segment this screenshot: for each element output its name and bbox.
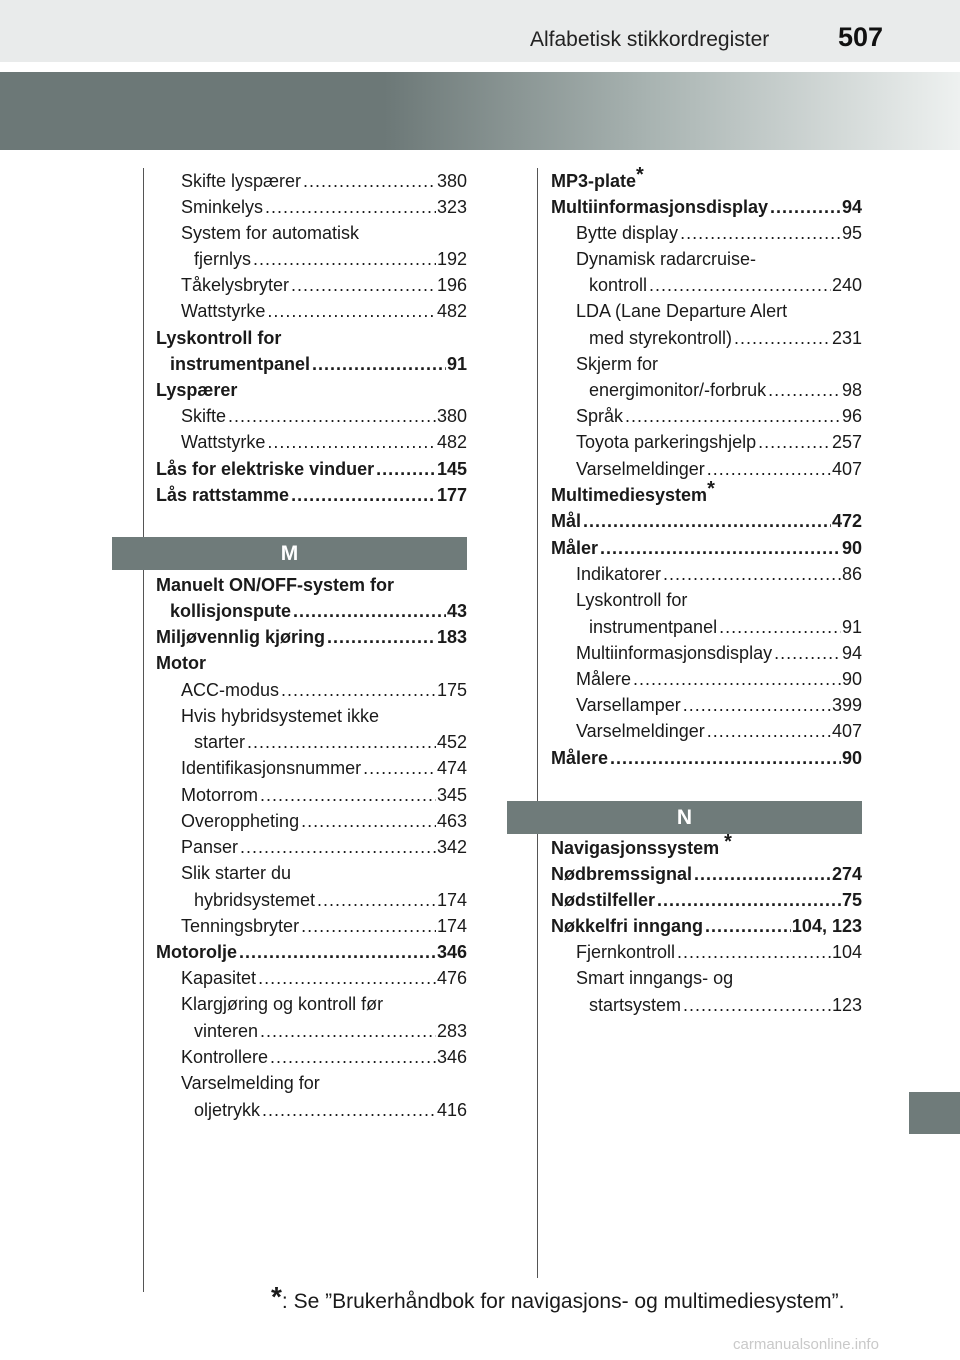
entry-page: 407 (831, 721, 862, 741)
index-entry[interactable] (551, 508, 862, 534)
index-entry[interactable] (194, 1018, 467, 1044)
entry-page: 174 (436, 890, 467, 910)
entry-text: kollisjonspute (170, 601, 292, 621)
entry-text: ACC-modus (181, 680, 280, 700)
entry-text: Smart inngangs- og (576, 968, 734, 988)
index-entry[interactable] (156, 939, 467, 965)
index-entry (156, 650, 467, 676)
entry-text: energimonitor/-forbruk (589, 380, 767, 400)
index-entry (576, 351, 862, 377)
entry-page: 416 (436, 1100, 467, 1120)
entry-page: 283 (436, 1021, 467, 1041)
index-entry[interactable] (576, 718, 862, 744)
index-entry (156, 572, 467, 598)
entry-text: Miljøvennlig kjøring (156, 627, 326, 647)
index-entry[interactable] (589, 377, 862, 403)
center-column-rule (537, 168, 538, 1278)
entry-page: 240 (831, 275, 862, 295)
index-entry[interactable] (551, 745, 862, 771)
header-title: Alfabetisk stikkordregister (530, 28, 770, 51)
entry-text: Varselmeldinger (576, 721, 705, 741)
entry-page: 346 (436, 942, 467, 962)
entry-text: vinteren (194, 1021, 259, 1041)
footnote-marker: * (724, 831, 732, 853)
entry-page: 476 (436, 968, 467, 988)
entry-page: 342 (436, 837, 467, 857)
index-entry[interactable] (170, 598, 467, 624)
entry-text: LDA (Lane Departure Alert (576, 301, 788, 321)
index-entry[interactable] (589, 614, 862, 640)
entry-text: instrumentpanel (589, 617, 718, 637)
entry-text: Skjerm for (576, 354, 659, 374)
entry-text: Wattstyrke (181, 432, 266, 452)
entry-text: Varselmeldinger (576, 459, 705, 479)
entry-text: Motorrom (181, 785, 259, 805)
entry-text: Nøkkelfri inngang (551, 916, 704, 936)
index-entry[interactable] (576, 666, 862, 692)
entry-page: 94 (841, 197, 862, 217)
entry-text: Nødbremssignal (551, 864, 693, 884)
entry-text: Lyspærer (156, 380, 238, 400)
index-entry[interactable] (194, 246, 467, 272)
index-entry (576, 298, 862, 324)
entry-page: 123 (831, 995, 862, 1015)
entry-page: 380 (436, 171, 467, 191)
entry-page: 174 (436, 916, 467, 936)
index-entry[interactable] (551, 861, 862, 887)
index-entry (576, 965, 862, 991)
entry-page: 407 (831, 459, 862, 479)
entry-page: 472 (831, 511, 862, 531)
index-entry[interactable] (156, 624, 467, 650)
index-entry[interactable] (576, 939, 862, 965)
index-entry[interactable] (156, 482, 467, 508)
entry-text: Multiinformasjonsdisplay (551, 197, 769, 217)
entry-text: Sminkelys (181, 197, 264, 217)
index-entry[interactable] (194, 887, 467, 913)
header-banner (0, 72, 960, 150)
index-entry (576, 587, 862, 613)
index-entry[interactable] (181, 834, 467, 860)
index-entry (551, 478, 862, 508)
entry-page: 196 (436, 275, 467, 295)
entry-page: 474 (436, 758, 467, 778)
entry-page: 346 (436, 1047, 467, 1067)
footnote (271, 1281, 845, 1314)
index-entry[interactable] (170, 351, 467, 377)
entry-page: 231 (831, 328, 862, 348)
entry-page: 90 (841, 748, 862, 768)
index-entry[interactable] (181, 755, 467, 781)
entry-text: Kapasitet (181, 968, 257, 988)
entry-text: Lås for elektriske vinduer (156, 459, 375, 479)
entry-page: 94 (841, 643, 862, 663)
header-bar (0, 0, 960, 62)
footnote-text: : Se ”Brukerhåndbok for navigasjons- og multimediesystem”. (281, 1290, 845, 1313)
entry-text: Wattstyrke (181, 301, 266, 321)
entry-text: Multimediesystem (551, 485, 708, 505)
index-entry[interactable] (181, 168, 467, 194)
entry-text: Tenningsbryter (181, 916, 300, 936)
index-entry[interactable] (551, 887, 862, 913)
entry-page: 96 (841, 406, 862, 426)
section-header-n: N (507, 801, 862, 834)
entry-page: 482 (436, 301, 467, 321)
entry-page: 43 (446, 601, 467, 621)
index-entry (551, 164, 862, 194)
entry-text: Manuelt ON/OFF-system for (156, 575, 395, 595)
entry-text: Mål (551, 511, 582, 531)
entry-page: 91 (841, 617, 862, 637)
index-entry (181, 703, 467, 729)
entry-text: Språk (576, 406, 624, 426)
entry-page: 192 (436, 249, 467, 269)
entry-text: Bytte display (576, 223, 679, 243)
index-entry[interactable] (576, 429, 862, 455)
index-entry[interactable] (181, 1044, 467, 1070)
footnote-star: * (271, 1281, 282, 1312)
entry-text: Måler (551, 538, 599, 558)
entry-text: Tåkelysbryter (181, 275, 290, 295)
index-entry[interactable] (589, 992, 862, 1018)
index-entry[interactable] (551, 194, 862, 220)
entry-text: Skifte (181, 406, 227, 426)
entry-page: 75 (841, 890, 862, 910)
entry-text: Målere (576, 669, 632, 689)
entry-page: 482 (436, 432, 467, 452)
entry-page: 183 (436, 627, 467, 647)
index-entry[interactable] (589, 272, 862, 298)
entry-text: Lyskontroll for (576, 590, 688, 610)
entry-text: Kontrollere (181, 1047, 269, 1067)
left-column-rule (143, 168, 144, 1292)
index-entry (181, 1070, 467, 1096)
footnote-marker: * (707, 478, 715, 500)
entry-text: MP3-plate (551, 171, 637, 191)
entry-page: 452 (436, 732, 467, 752)
index-entry[interactable] (576, 640, 862, 666)
index-entry[interactable] (576, 456, 862, 482)
entry-text: Overoppheting (181, 811, 300, 831)
entry-page: 104 (831, 942, 862, 962)
entry-page: 90 (841, 538, 862, 558)
entry-text: Fjernkontroll (576, 942, 676, 962)
entry-text: Lås rattstamme (156, 485, 290, 505)
entry-page: 399 (831, 695, 862, 715)
index-entry[interactable] (181, 913, 467, 939)
index-entry[interactable] (181, 403, 467, 429)
index-entry[interactable] (551, 913, 862, 939)
entry-page: 345 (436, 785, 467, 805)
footnote-marker: * (636, 164, 644, 186)
index-entry[interactable] (194, 729, 467, 755)
index-entry (551, 831, 862, 861)
entry-page: 323 (436, 197, 467, 217)
entry-page: 177 (436, 485, 467, 505)
index-entry (576, 246, 862, 272)
entry-text: Motorolje (156, 942, 237, 962)
entry-text: Klargjøring og kontroll før (181, 994, 384, 1014)
index-entry[interactable] (194, 1097, 467, 1123)
entry-text: Multiinformasjonsdisplay (576, 643, 773, 663)
entry-page: 274 (831, 864, 862, 884)
index-entry (181, 991, 467, 1017)
entry-text: oljetrykk (194, 1100, 261, 1120)
index-entry (181, 860, 467, 886)
index-entry[interactable] (181, 808, 467, 834)
entry-text: Dynamisk radarcruise- (576, 249, 757, 269)
entry-page: 175 (436, 680, 467, 700)
entry-page: 98 (841, 380, 862, 400)
index-entry[interactable] (181, 272, 467, 298)
index-entry[interactable] (589, 325, 862, 351)
index-entry[interactable] (576, 403, 862, 429)
entry-page: 257 (831, 432, 862, 452)
entry-text: Identifikasjonsnummer (181, 758, 362, 778)
entry-text: Toyota parkeringshjelp (576, 432, 757, 452)
entry-page: 90 (841, 669, 862, 689)
index-entry[interactable] (181, 298, 467, 324)
entry-page: 145 (436, 459, 467, 479)
entry-text: Panser (181, 837, 239, 857)
index-entry[interactable] (576, 561, 862, 587)
entry-page: 463 (436, 811, 467, 831)
index-entry (156, 325, 467, 351)
entry-text: fjernlys (194, 249, 252, 269)
entry-text: Varsellamper (576, 695, 681, 715)
entry-text: Navigasjonssystem (551, 838, 725, 858)
entry-text: instrumentpanel (170, 354, 311, 374)
entry-text: Skifte lyspærer (181, 171, 302, 191)
entry-text: med styrekontroll) (589, 328, 733, 348)
entry-page: 380 (436, 406, 467, 426)
entry-text: Slik starter du (181, 863, 292, 883)
entry-text: hybridsystemet (194, 890, 316, 910)
entry-text: System for automatisk (181, 223, 360, 243)
index-entry[interactable] (551, 535, 862, 561)
entry-page: 104, 123 (791, 916, 862, 936)
index-entry[interactable] (181, 965, 467, 991)
entry-text: Indikatorer (576, 564, 662, 584)
watermark: carmanualsonline.info (733, 1336, 879, 1353)
entry-text: Nødstilfeller (551, 890, 656, 910)
index-entry (156, 377, 467, 403)
entry-text: kontroll (589, 275, 648, 295)
index-entry (181, 220, 467, 246)
section-header-m: M (112, 537, 467, 570)
index-entry[interactable] (181, 782, 467, 808)
entry-text: Motor (156, 653, 206, 673)
entry-text: starter (194, 732, 246, 752)
index-entry[interactable] (576, 220, 862, 246)
index-entry[interactable] (576, 692, 862, 718)
index-entry[interactable] (181, 194, 467, 220)
index-entry[interactable] (156, 456, 467, 482)
entry-text: startsystem (589, 995, 682, 1015)
index-entry[interactable] (181, 429, 467, 455)
page-number: 507 (838, 22, 884, 52)
entry-text: Lyskontroll for (156, 328, 282, 348)
entry-text: Varselmelding for (181, 1073, 320, 1093)
chapter-side-tab[interactable] (909, 1092, 960, 1134)
entry-text: Hvis hybridsystemet ikke (181, 706, 380, 726)
index-entry[interactable] (181, 677, 467, 703)
entry-page: 95 (841, 223, 862, 243)
entry-page: 91 (446, 354, 467, 374)
entry-text: Målere (551, 748, 609, 768)
entry-page: 86 (841, 564, 862, 584)
